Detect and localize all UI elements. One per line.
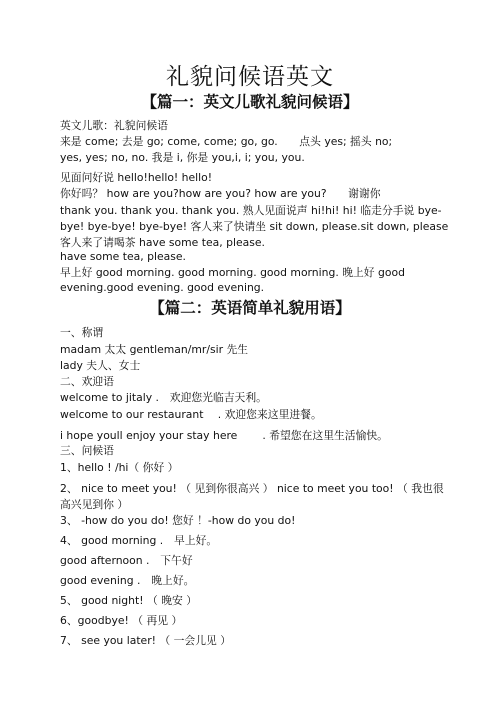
text-line: 英文儿歌：礼貌问候语 [60, 119, 168, 132]
text-line: bye! bye-bye! bye-bye! 客人来了快请坐 sit down, please.sit down, please [60, 220, 449, 233]
text-line: yes, yes; no, no. 我是 i, 你是 you,i, i; you, you. [60, 151, 305, 164]
text-line: 来是 come; 去是 go; come, come; go, go. 点头 yes; 摇头 no; [60, 135, 393, 148]
text-line: 你好吗？ how are you?how are you? how are you? 谢谢你 [60, 187, 381, 200]
text-line: i hope youll enjoy your stay here . 希望您在这里生活愉快。 [60, 429, 388, 442]
document-title: 礼貌问候语英文 [166, 64, 334, 90]
text-line: welcome to jitaly . 欢迎您光临吉天利。 [60, 391, 267, 404]
text-line: have some tea, please. [60, 250, 186, 263]
text-line: 客人来了请喝茶 have some tea, please. [60, 236, 265, 249]
text-line: 一、称谓 [60, 326, 104, 339]
text-line: thank you. thank you. thank you. 熟人见面说声 hi!hi! hi! 临走分手说 bye- [60, 204, 442, 217]
text-line: 5、 good night! （ 晚安 ） [60, 594, 198, 607]
text-line: lady 夫人、女士 [60, 359, 141, 372]
text-line: 三、问候语 [60, 444, 114, 457]
text-line: welcome to our restaurant . 欢迎您来这里进餐。 [60, 408, 322, 421]
text-line: good afternoon . 下午好 [60, 554, 193, 567]
text-line: 7、 see you later! （ 一会儿见 ） [60, 634, 232, 647]
text-line: evening.good evening. good evening. [60, 281, 265, 294]
text-line: 见面问好说 hello!hello! hello! [60, 171, 213, 184]
text-line: 高兴见到你 ） [60, 498, 129, 511]
text-line: 2、 nice to meet you! （ 见到你很高兴 ） nice to meet you too! （ 我也很 [60, 482, 444, 495]
text-line: 早上好 good morning. good morning. good morning. 晚上好 good [60, 266, 405, 279]
text-line: madam 太太 gentleman/mr/sir 先生 [60, 343, 249, 356]
text-line: 二、欢迎语 [60, 375, 114, 388]
text-line: 6、goodbye! （ 再见 ） [60, 614, 183, 627]
text-line: 3、 -how do you do! 您好 ！-how do you do! [60, 514, 296, 527]
section-heading-1: 【篇一：英文儿歌礼貌问候语】 [141, 93, 359, 111]
text-line: 4、 good morning . 早上好。 [60, 534, 218, 547]
text-line: 1、hello ! /hi（ 你好 ） [60, 461, 179, 474]
text-line: good evening . 晚上好。 [60, 574, 195, 587]
section-heading-2: 【篇二：英语简单礼貌用语】 [149, 299, 351, 317]
